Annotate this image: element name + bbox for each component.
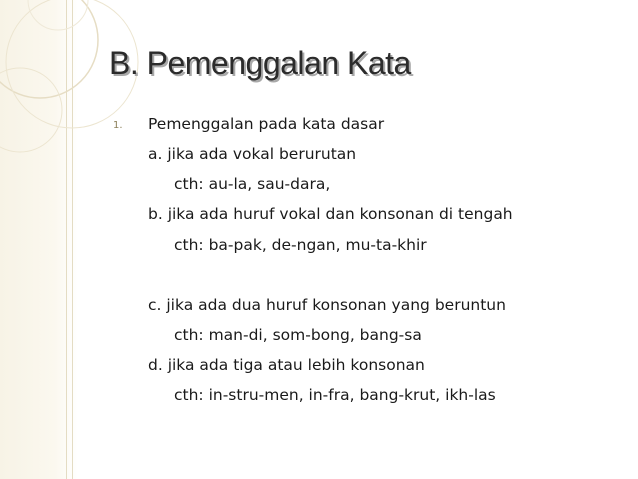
rule-b: b. jika ada huruf vokal dan konsonan di tengah xyxy=(148,205,513,223)
slide-title: B. Pemenggalan Kata xyxy=(109,45,411,81)
decorative-circles xyxy=(0,0,200,200)
rule-a: a. jika ada vokal berurutan xyxy=(148,145,357,163)
example-b: cth: ba-pak, de-ngan, mu-ta-khir xyxy=(174,236,427,254)
list-number: 1. xyxy=(113,120,123,131)
example-c: cth: man-di, som-bong, bang-sa xyxy=(174,326,422,344)
rule-d: d. jika ada tiga atau lebih konsonan xyxy=(148,356,425,374)
rule-c: c. jika ada dua huruf konsonan yang beruntun xyxy=(148,296,506,314)
example-d: cth: in-stru-men, in-fra, bang-krut, ikh-las xyxy=(174,386,496,404)
example-a: cth: au-la, sau-dara, xyxy=(174,175,331,193)
list-item-heading: Pemenggalan pada kata dasar xyxy=(148,115,385,133)
